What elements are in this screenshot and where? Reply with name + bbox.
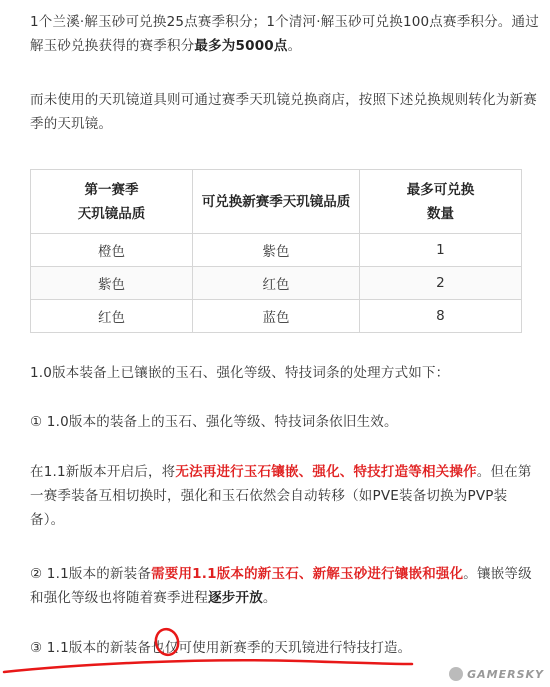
- p1-max-points: 最多为5000点: [194, 38, 288, 54]
- table-cell: 1: [359, 234, 521, 267]
- p6-line2a: 和强化等级也将随着赛季进程: [30, 590, 209, 606]
- p5-line1a: 在1.1新版本开启后，将: [30, 464, 176, 480]
- table-row: [31, 234, 522, 267]
- p5-highlight: 无法再进行玉石镶嵌、强化、特技打造等相关操作: [175, 464, 477, 480]
- p2-line2: 季的天玑镜。: [30, 116, 113, 132]
- paragraph-point-2: [30, 562, 540, 610]
- paragraph-exchange-points: [30, 10, 540, 58]
- paragraph-legacy-handling: 1.0版本装备上已镶嵌的玉石、强化等级、特技词条的处理方式如下：: [30, 365, 450, 381]
- table-cell: 红色: [31, 300, 193, 333]
- table-header-cell: 最多可兑换 数量: [359, 170, 521, 234]
- table-cell: 2: [359, 267, 521, 300]
- p6-line2c: 。: [262, 590, 277, 606]
- paragraph-point-3: ③ 1.1版本的新装备也仅可使用新赛季的天玑镜进行特技打造。: [30, 640, 412, 656]
- paragraph-mirror-conversion: [30, 88, 540, 136]
- table-header-cell: 第一赛季 天玑镜品质: [31, 170, 193, 234]
- table-row: [31, 267, 522, 300]
- exchange-rules-table: [30, 169, 522, 333]
- table-cell: 紫色: [31, 267, 193, 300]
- table-cell: 红色: [193, 267, 360, 300]
- p5-line2: 一赛季装备互相切换时，强化和玉石依然会自动转移（如PVE装备切换为PVP装: [30, 488, 508, 504]
- p6-gradual: 逐步开放: [208, 590, 263, 606]
- p6-line1a: ② 1.1版本的新装备: [30, 566, 152, 582]
- watermark-logo-icon: [449, 667, 463, 681]
- p6-line1c: 。镶嵌等级: [463, 566, 532, 582]
- p1-line2a: 解玉砂兑换获得的赛季积分: [30, 38, 195, 54]
- p1-line1: 1个兰溪·解玉砂可兑换25点赛季积分；1个清河·解玉砂可兑换100点赛季积分。通过: [30, 14, 539, 30]
- annotation-underline: [4, 660, 412, 672]
- table-header-cell: 可兑换新赛季天玑镜品质: [193, 170, 360, 234]
- table-header-row: [31, 170, 522, 234]
- table-cell: 橙色: [31, 234, 193, 267]
- p6-highlight: 需要用1.1版本的新玉石、新解玉砂进行镶嵌和强化: [151, 566, 464, 582]
- table-cell: 8: [359, 300, 521, 333]
- paragraph-point-1: ① 1.0版本的装备上的玉石、强化等级、特技词条依旧生效。: [30, 414, 398, 430]
- table-cell: 蓝色: [193, 300, 360, 333]
- p5-line3: 备）。: [30, 512, 65, 528]
- p1-line2c: 。: [287, 38, 302, 54]
- table-cell: 紫色: [193, 234, 360, 267]
- table-row: [31, 300, 522, 333]
- p5-line1c: 。但在第: [476, 464, 532, 480]
- watermark: [449, 667, 544, 681]
- p2-line1: 而未使用的天玑镜道具则可通过赛季天玑镜兑换商店，按照下述兑换规则转化为新赛: [30, 92, 537, 108]
- watermark-text: GAMERSKY: [467, 667, 544, 681]
- paragraph-new-version-note: [30, 460, 540, 532]
